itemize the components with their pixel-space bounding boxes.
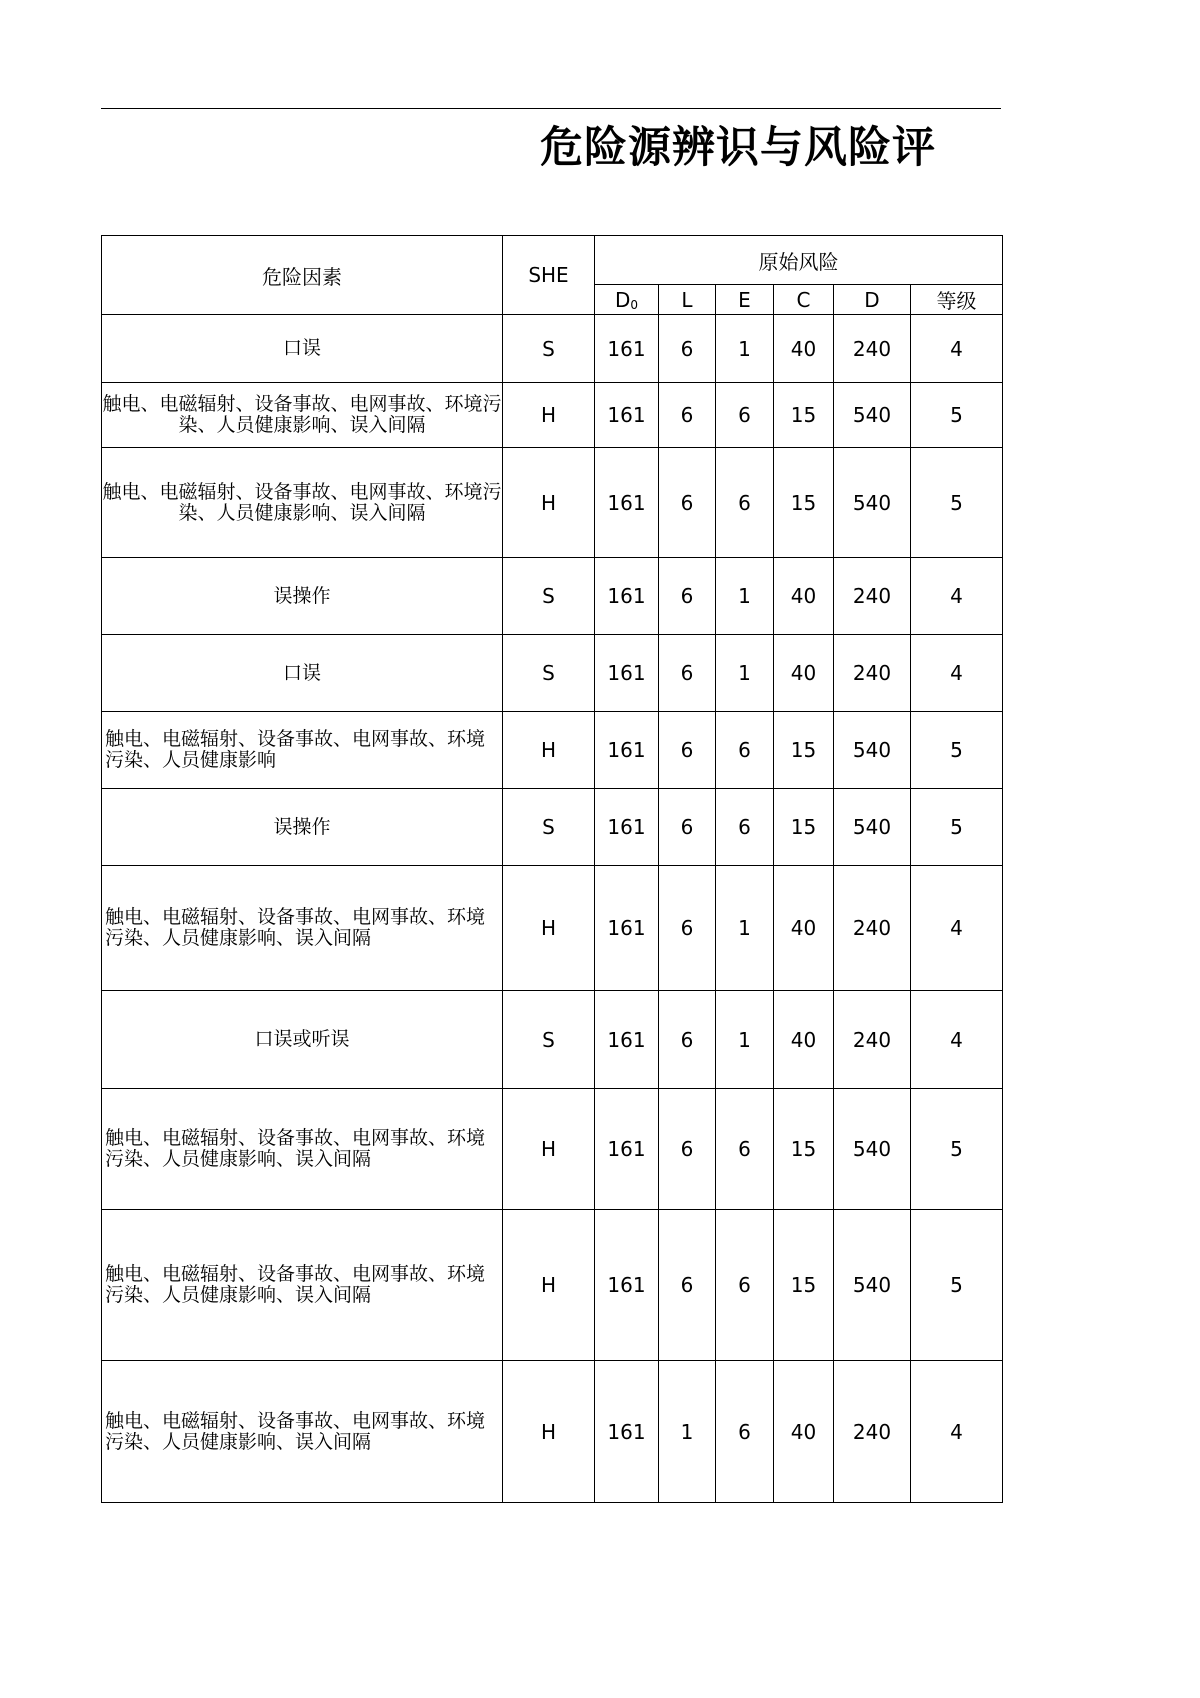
hazard-cell: 误操作	[102, 789, 503, 866]
she-cell: S	[503, 991, 595, 1089]
l-cell: 1	[659, 1361, 716, 1503]
header-she: SHE	[503, 236, 595, 315]
e-cell: 6	[716, 448, 774, 558]
c-cell: 40	[774, 635, 834, 712]
l-cell: 6	[659, 383, 716, 448]
grade-cell: 5	[911, 383, 1003, 448]
e-cell: 6	[716, 1089, 774, 1210]
d0-cell: 161	[595, 991, 659, 1089]
grade-cell: 4	[911, 1361, 1003, 1503]
e-cell: 6	[716, 712, 774, 789]
l-cell: 6	[659, 789, 716, 866]
d-cell: 540	[834, 383, 911, 448]
d-cell: 240	[834, 635, 911, 712]
she-cell: S	[503, 635, 595, 712]
table-row	[102, 1361, 1003, 1503]
l-cell: 6	[659, 866, 716, 991]
e-cell: 1	[716, 315, 774, 383]
d0-cell: 161	[595, 1361, 659, 1503]
top-rule	[101, 108, 1001, 109]
c-cell: 40	[774, 1361, 834, 1503]
d-cell: 540	[834, 1089, 911, 1210]
header-grade: 等级	[911, 285, 1003, 315]
table-row	[102, 315, 1003, 383]
she-cell: H	[503, 1210, 595, 1361]
grade-cell: 4	[911, 635, 1003, 712]
d-cell: 540	[834, 1210, 911, 1361]
d0-cell: 161	[595, 448, 659, 558]
c-cell: 15	[774, 383, 834, 448]
l-cell: 6	[659, 558, 716, 635]
hazard-cell: 触电、电磁辐射、设备事故、电网事故、环境污染、人员健康影响、误入间隔	[102, 383, 503, 448]
c-cell: 40	[774, 558, 834, 635]
hazard-cell: 口误	[102, 315, 503, 383]
table-row	[102, 635, 1003, 712]
she-cell: H	[503, 448, 595, 558]
d0-cell: 161	[595, 315, 659, 383]
l-cell: 6	[659, 315, 716, 383]
table-row	[102, 991, 1003, 1089]
c-cell: 15	[774, 448, 834, 558]
header-d0	[595, 285, 659, 315]
c-cell: 15	[774, 789, 834, 866]
hazard-cell: 口误或听误	[102, 991, 503, 1089]
page-title: 危险源辨识与风险评	[540, 123, 936, 173]
header-l: L	[659, 285, 716, 315]
d-cell: 540	[834, 712, 911, 789]
table-row	[102, 383, 1003, 448]
d0-cell: 161	[595, 1210, 659, 1361]
table-row	[102, 1210, 1003, 1361]
header-hazard: 危险因素	[102, 236, 503, 315]
d-cell: 240	[834, 991, 911, 1089]
grade-cell: 5	[911, 448, 1003, 558]
grade-cell: 5	[911, 1210, 1003, 1361]
l-cell: 6	[659, 1089, 716, 1210]
c-cell: 15	[774, 712, 834, 789]
header-row-1	[102, 236, 1003, 285]
grade-cell: 4	[911, 991, 1003, 1089]
l-cell: 6	[659, 991, 716, 1089]
header-d0-subscript: 0	[630, 297, 639, 312]
risk-table	[101, 235, 1003, 1503]
d0-cell: 161	[595, 383, 659, 448]
she-cell: S	[503, 315, 595, 383]
she-cell: S	[503, 789, 595, 866]
e-cell: 1	[716, 866, 774, 991]
c-cell: 40	[774, 991, 834, 1089]
hazard-cell: 触电、电磁辐射、设备事故、电网事故、环境污染、人员健康影响、误入间隔	[102, 1089, 503, 1210]
d0-cell: 161	[595, 866, 659, 991]
grade-cell: 5	[911, 789, 1003, 866]
table-row	[102, 866, 1003, 991]
she-cell: S	[503, 558, 595, 635]
e-cell: 6	[716, 383, 774, 448]
d0-cell: 161	[595, 712, 659, 789]
table-row	[102, 558, 1003, 635]
table-row	[102, 1089, 1003, 1210]
grade-cell: 4	[911, 558, 1003, 635]
l-cell: 6	[659, 635, 716, 712]
hazard-cell: 触电、电磁辐射、设备事故、电网事故、环境污染、人员健康影响、误入间隔	[102, 1210, 503, 1361]
e-cell: 6	[716, 1361, 774, 1503]
d-cell: 540	[834, 448, 911, 558]
she-cell: H	[503, 712, 595, 789]
e-cell: 6	[716, 789, 774, 866]
hazard-cell: 触电、电磁辐射、设备事故、电网事故、环境污染、人员健康影响、误入间隔	[102, 448, 503, 558]
c-cell: 40	[774, 315, 834, 383]
grade-cell: 5	[911, 1089, 1003, 1210]
hazard-cell: 触电、电磁辐射、设备事故、电网事故、环境污染、人员健康影响	[102, 712, 503, 789]
d0-cell: 161	[595, 1089, 659, 1210]
table-row	[102, 712, 1003, 789]
e-cell: 6	[716, 1210, 774, 1361]
she-cell: H	[503, 1089, 595, 1210]
she-cell: H	[503, 866, 595, 991]
d-cell: 540	[834, 789, 911, 866]
hazard-cell: 误操作	[102, 558, 503, 635]
header-d0-main: D	[614, 287, 631, 312]
table-row	[102, 789, 1003, 866]
c-cell: 15	[774, 1089, 834, 1210]
d-cell: 240	[834, 315, 911, 383]
she-cell: H	[503, 1361, 595, 1503]
grade-cell: 4	[911, 866, 1003, 991]
d0-cell: 161	[595, 789, 659, 866]
d-cell: 240	[834, 1361, 911, 1503]
header-original-risk: 原始风险	[595, 236, 1003, 285]
grade-cell: 4	[911, 315, 1003, 383]
hazard-cell: 口误	[102, 635, 503, 712]
header-d: D	[834, 285, 911, 315]
table-row	[102, 448, 1003, 558]
hazard-cell: 触电、电磁辐射、设备事故、电网事故、环境污染、人员健康影响、误入间隔	[102, 1361, 503, 1503]
e-cell: 1	[716, 991, 774, 1089]
c-cell: 15	[774, 1210, 834, 1361]
header-e: E	[716, 285, 774, 315]
l-cell: 6	[659, 1210, 716, 1361]
she-cell: H	[503, 383, 595, 448]
grade-cell: 5	[911, 712, 1003, 789]
risk-table-body	[102, 236, 1003, 1503]
header-c: C	[774, 285, 834, 315]
c-cell: 40	[774, 866, 834, 991]
e-cell: 1	[716, 558, 774, 635]
l-cell: 6	[659, 712, 716, 789]
d0-cell: 161	[595, 558, 659, 635]
l-cell: 6	[659, 448, 716, 558]
d0-cell: 161	[595, 635, 659, 712]
d-cell: 240	[834, 558, 911, 635]
hazard-cell: 触电、电磁辐射、设备事故、电网事故、环境污染、人员健康影响、误入间隔	[102, 866, 503, 991]
d-cell: 240	[834, 866, 911, 991]
e-cell: 1	[716, 635, 774, 712]
